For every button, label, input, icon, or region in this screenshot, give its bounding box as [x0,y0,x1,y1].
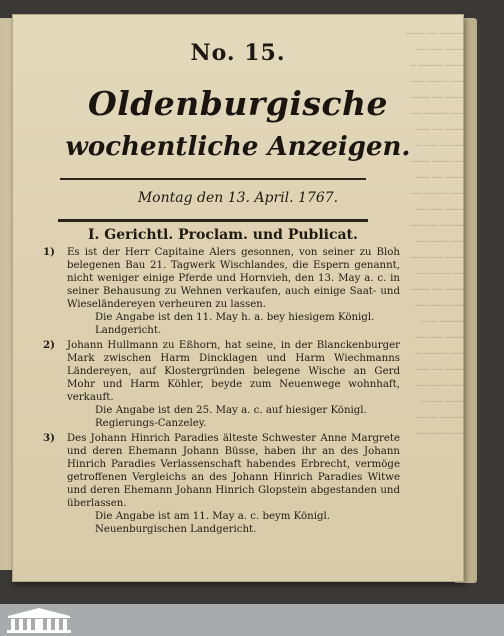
entry-text: Johann Hullmann zu Eßhorn, hat seine, in der Blanckenburger Mark zwischen Harm Dincklagen und Harm Wiechmanns Ländereyen, auf Klostergründen belegene Wische an Gerd Mohr und Harm Köhler, beyde zum Neuenwege wohnhaft, verkauft. [67,340,400,403]
masthead-subtitle: wochentliche Anzeigen. [65,132,411,162]
top-rule [60,178,366,180]
library-building-logo [4,606,74,634]
bottom-rule [58,219,368,222]
entry-note: Die Angabe ist am 11. May a. c. beym Königl. Neuenburgischen Landgericht. [95,511,330,535]
masthead-title: Oldenburgische [87,84,389,123]
entry-text: Es ist der Herr Capitaine Alers gesonnen, von seiner zu Bloh belegenen Bau 21. Tagwerk Wischlandes, die Espern genannt, nicht weniger einige Pferde und Hornvieh, den 13. May a. c. in seiner Behausung zu Wehnen verkaufen, auch einige Saat- und Wieseländereyen verheuren zu lassen. [67,247,400,310]
issue-number: No. 15. [190,40,286,66]
entry-number: 2) [43,339,55,351]
section-heading: I. Gerichtl. Proclam. und Publicat. [88,227,358,243]
entry-text: Des Johann Hinrich Paradies älteste Schwester Anne Margrete und deren Ehemann Johann Büsse, haben ihr an des Johann Hinrich Paradies Verlassenschaft habendes Erbrecht, vermöge getroffenen Vergleichs an des Johann Hinrich Paradies Witwe und deren Ehemann Johann Hinrich Glopstein abgestanden und überlassen. [67,433,400,509]
issue-date: Montag den 13. April. 1767. [137,190,339,206]
notice-entry [42,339,400,430]
entry-note: Die Angabe ist den 11. May h. a. bey hiesigem Königl. Landgericht. [95,312,375,336]
viewer-footer-bar [0,604,504,636]
newspaper-page [12,14,464,582]
notice-entry [42,432,400,536]
entry-note: Die Angabe ist den 25. May a. c. auf hiesiger Königl. Regierungs-Canzeley. [95,405,367,429]
show-through-text: ───── ── ──── ──── ─── ── ──── ───── ─ ─── ──── ─── ──── ── ──── ─── ───── ── ──── ── ─── ───── ─── ─ ── ──── ──── ──── ── ─── ─── ───── ── ──── ─── ── ───── ── ─── ─── ──── ── ──── ─── ─── ── ───── ── ──── ── ──── ─── ──── ── ───── ── ─ ──── ─── ── ─── ───── ─ ──── ── ─── ─── ──── ── ──── ─── ─ ───── ── ── ─── ──── ── [405,29,464,438]
notice-list [42,246,400,538]
entry-number: 1) [43,246,55,258]
entry-number: 3) [43,432,55,444]
notice-entry [42,246,400,337]
